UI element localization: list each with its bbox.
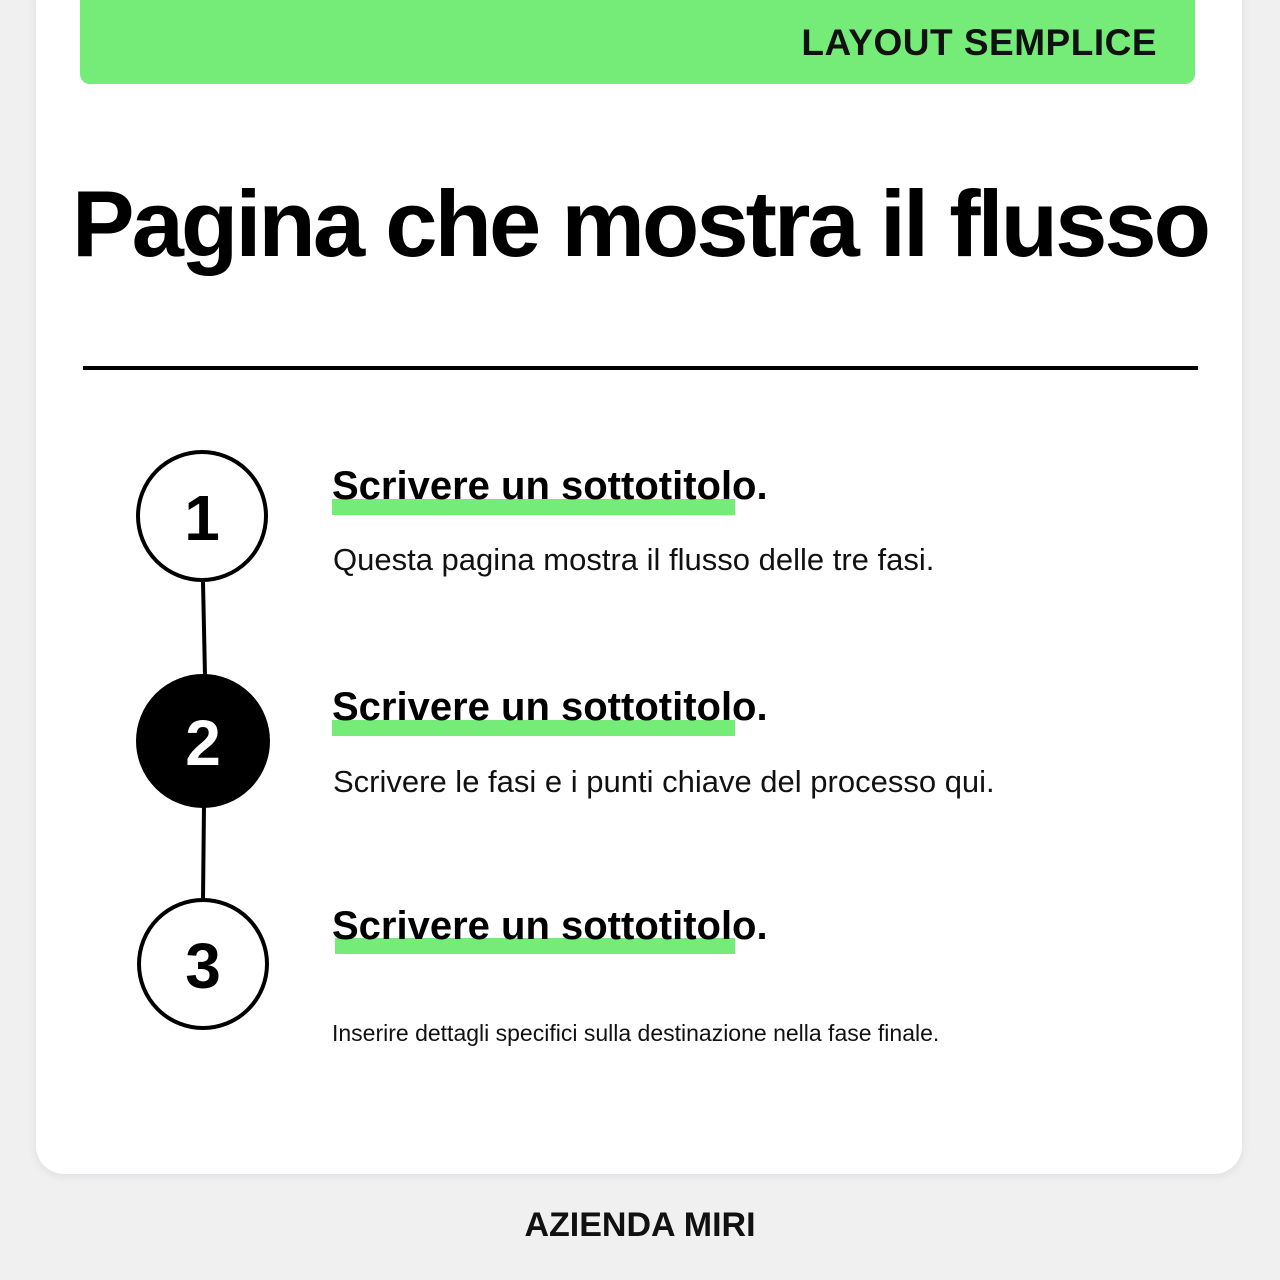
banner-label: LAYOUT SEMPLICE	[801, 22, 1157, 63]
step-description-2: Scrivere le fasi e i punti chiave del processo qui.	[333, 764, 995, 799]
page-title: Pagina che mostra il flusso	[71, 171, 1209, 276]
step-node-1	[138, 452, 266, 580]
step-description-3: Inserire dettagli specifici sulla destinazione nella fase finale.	[332, 1020, 940, 1046]
footer-company-name: AZIENDA MIRI	[524, 1206, 756, 1244]
step-heading-3: Scrivere un sottotitolo.	[332, 904, 768, 948]
step-heading-1: Scrivere un sottotitolo.	[332, 464, 768, 508]
step-number-1: 1	[184, 482, 220, 554]
connector-2-3	[203, 806, 204, 900]
step-description-1: Questa pagina mostra il flusso delle tre fasi.	[333, 542, 935, 577]
step-node-2	[137, 675, 269, 807]
step-node-3	[139, 900, 267, 1028]
step-number-2: 2	[185, 707, 221, 779]
step-heading-2: Scrivere un sottotitolo.	[332, 685, 768, 729]
connector-1-2	[203, 582, 205, 676]
step-number-3: 3	[185, 930, 221, 1002]
